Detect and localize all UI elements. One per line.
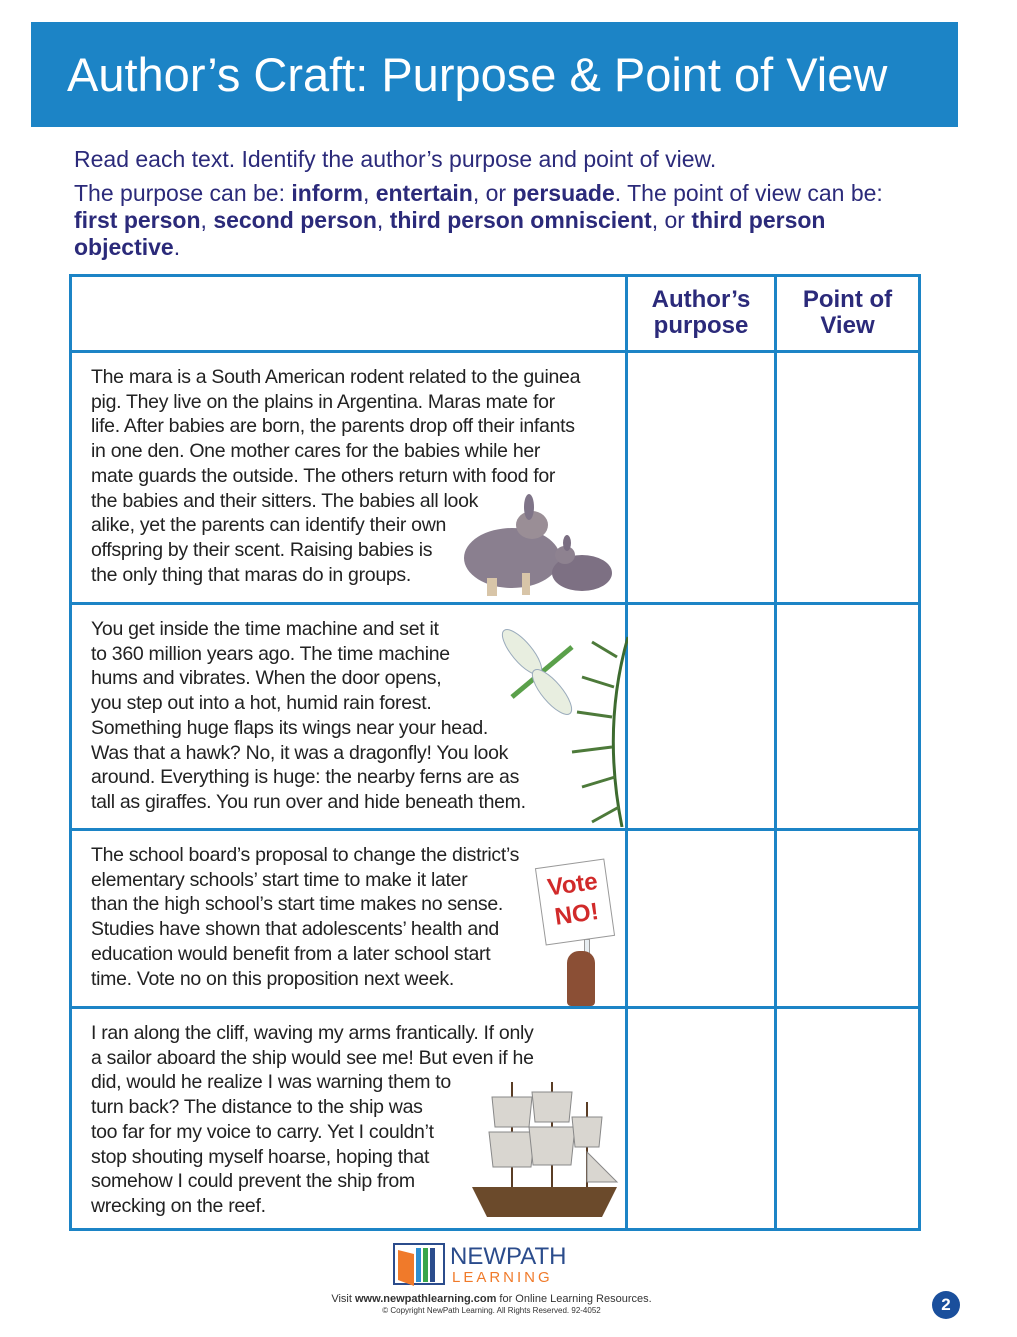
- passage-line: elementary schools’ start time to make it later: [91, 868, 468, 891]
- passage-line: a sailor aboard the ship would see me! But even if he: [91, 1046, 534, 1069]
- passage-line: mate guards the outside. The others return with food for: [91, 464, 556, 487]
- passage-line: the only thing that maras do in groups.: [91, 563, 412, 586]
- passage-line: wrecking on the reef.: [91, 1194, 266, 1217]
- worksheet-table: [69, 274, 921, 1231]
- footer-copyright: © Copyright NewPath Learning. All Rights Reserved. 92-4052: [382, 1306, 601, 1315]
- pov-answer-cell[interactable]: [777, 353, 918, 602]
- header-pov: Point of View: [802, 286, 893, 339]
- passage-text: [91, 617, 526, 815]
- passage-line: in one den. One mother cares for the babies while her: [91, 440, 541, 463]
- pov-answer-cell[interactable]: [777, 831, 918, 1006]
- purpose-answer-cell[interactable]: [628, 353, 777, 602]
- passage-line: to 360 million years ago. The time machine: [91, 642, 450, 665]
- passage-line: life. After babies are born, the parents drop off their infants: [91, 415, 575, 438]
- passage-line: You get inside the time machine and set it: [91, 618, 439, 640]
- page-number-badge: 2: [932, 1291, 960, 1319]
- header-text: [72, 277, 628, 350]
- website-link[interactable]: www.newpathlearning.com: [354, 1293, 497, 1305]
- table-header-row: [72, 277, 918, 353]
- sailing-ship-illustration-icon: [467, 1077, 622, 1225]
- passage-line: time. Vote no on this proposition next week.: [91, 967, 454, 990]
- passage-line: stop shouting myself hoarse, hoping that: [91, 1145, 430, 1168]
- passage-line: alike, yet the parents can identify their own: [91, 514, 447, 537]
- passage-line: Studies have shown that adolescents’ health and: [91, 918, 499, 941]
- passage-text: [91, 843, 519, 991]
- table-row: [72, 1009, 918, 1228]
- passage-line: offspring by their scent. Raising babies is: [91, 538, 433, 561]
- page-title: Author’s Craft: Purpose & Point of View: [31, 22, 958, 127]
- vote-no-sign: Vote NO!: [535, 859, 615, 946]
- passage-line: than the high school’s start time makes no sense.: [91, 893, 504, 916]
- hand-icon: [567, 951, 595, 1006]
- passage-line: too far for my voice to carry. Yet I couldn’t: [91, 1120, 434, 1143]
- dragonfly-fern-illustration-icon: [482, 617, 628, 827]
- passage-line: pig. They live on the plains in Argentina. Maras mate for: [91, 390, 555, 413]
- passage-line: Was that a hawk? No, it was a dragonfly! You look: [91, 741, 509, 764]
- passage-line: The school board’s proposal to change the district’s: [91, 844, 520, 866]
- pov-answer-cell[interactable]: [777, 605, 918, 828]
- newpath-learning-logo: [392, 1240, 592, 1290]
- purpose-answer-cell[interactable]: [628, 605, 777, 828]
- instruction-options: The purpose can be: inform, entertain, or persuade. The point of view can be: first person, second person, third person omniscient, or third person objective.: [74, 180, 883, 260]
- passage-line: did, would he realize I was warning them to: [91, 1071, 451, 1094]
- table-row: [72, 353, 918, 605]
- passage-line: you step out into a hot, humid rain forest.: [91, 692, 432, 715]
- passage-line: turn back? The distance to the ship was: [91, 1096, 423, 1119]
- instructions: [74, 146, 904, 268]
- footer-visit: Visit www.newpathlearning.com for Online Learning Resources.: [331, 1293, 652, 1305]
- svg-text:NEWPATH: NEWPATH: [450, 1243, 567, 1270]
- passage-line: hums and vibrates. When the door opens,: [91, 667, 442, 690]
- svg-text:LEARNING: LEARNING: [452, 1269, 553, 1286]
- mara-illustration-icon: [457, 493, 627, 598]
- pov-answer-cell[interactable]: [777, 1009, 918, 1228]
- passage-line: around. Everything is huge: the nearby ferns are as: [91, 766, 520, 789]
- purpose-answer-cell[interactable]: [628, 831, 777, 1006]
- table-row: [72, 605, 918, 831]
- table-row: [72, 831, 918, 1009]
- passage-line: tall as giraffes. You run over and hide beneath them.: [91, 790, 526, 813]
- passage-line: Something huge flaps its wings near your head.: [91, 716, 489, 739]
- header-purpose: Author’s purpose: [628, 277, 777, 350]
- purpose-answer-cell[interactable]: [628, 1009, 777, 1228]
- passage-line: education would benefit from a later school start: [91, 942, 491, 965]
- instruction-line: Read each text. Identify the author’s purpose and point of view.: [74, 146, 717, 172]
- passage-line: I ran along the cliff, waving my arms frantically. If only: [91, 1022, 534, 1044]
- passage-line: the babies and their sitters. The babies all look: [91, 489, 479, 512]
- passage-line: somehow I could prevent the ship from: [91, 1170, 415, 1193]
- passage-line: The mara is a South American rodent related to the guinea: [91, 366, 581, 388]
